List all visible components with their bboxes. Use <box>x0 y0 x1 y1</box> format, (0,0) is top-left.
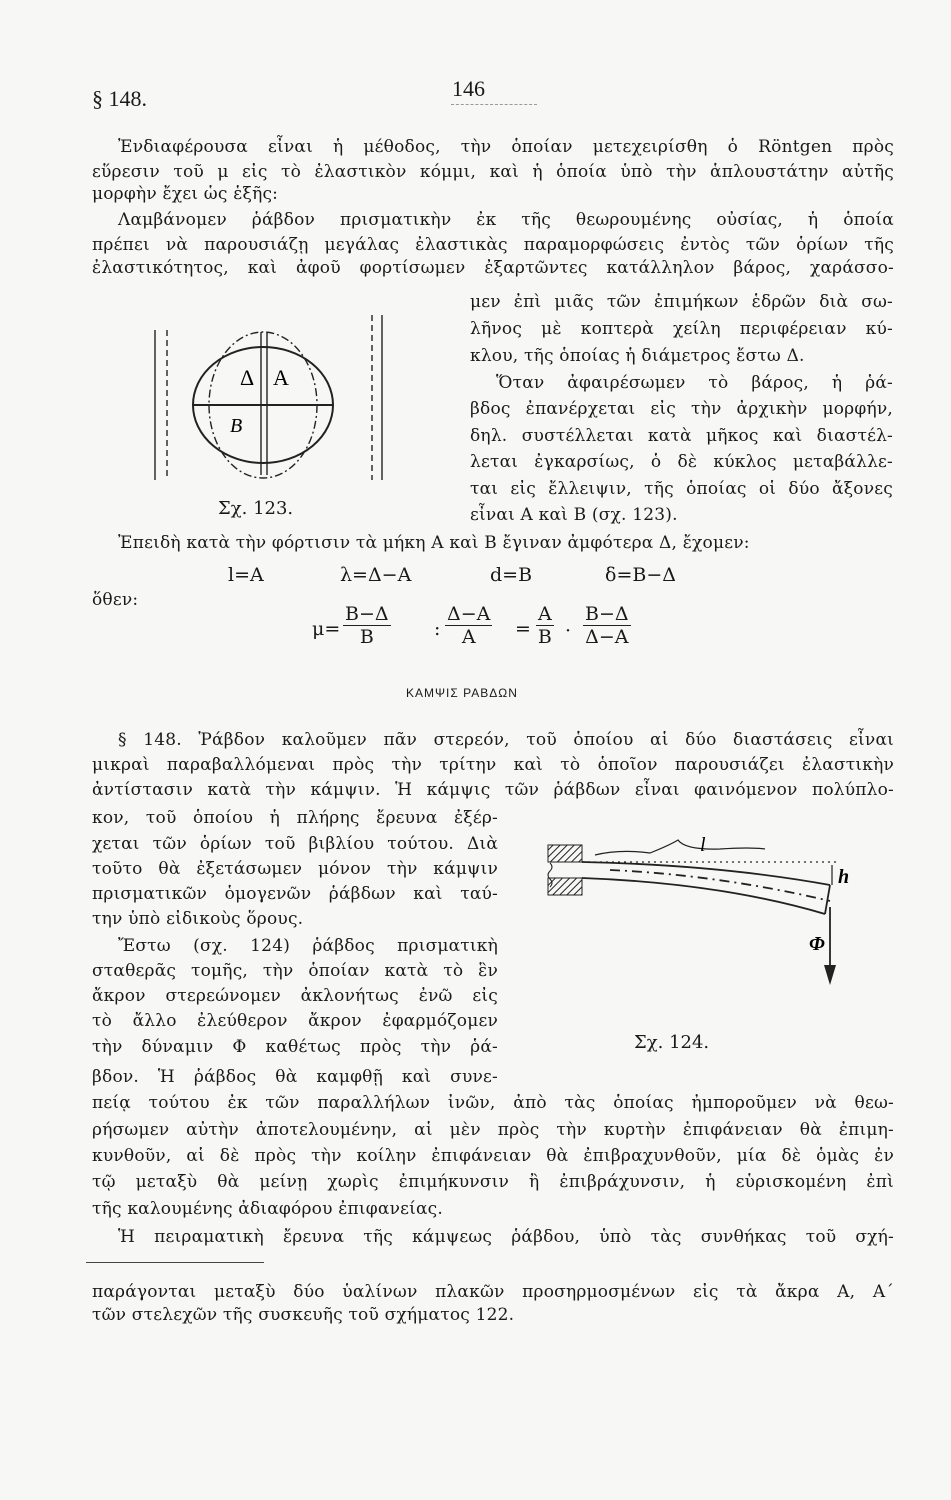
text-line: μορφὴν ἔχει ὡς ἑξῆς: <box>92 184 279 204</box>
equation-d: d=Β <box>490 564 533 586</box>
frac3-numerator: Α <box>538 603 552 625</box>
text-line: ἐλαστικότητος, καὶ ἀφοῦ φορτίσωμεν ἐξαρτῶντες κατάλληλον βάρος, χαράσσο- <box>92 258 894 278</box>
text-line: χεται τῶν ὁρίων τοῦ βιβλίου τούτου. Διὰ <box>92 834 498 854</box>
label-deflection-h: h <box>838 866 850 888</box>
text-line: Λαμβάνομεν ῥάβδον πρισματικὴν ἐκ τῆς θεωρουμένης οὐσίας, ἡ ὁποία <box>118 210 894 230</box>
footnote-rule <box>86 1262 264 1263</box>
equation-lambda: λ=Δ−Α <box>340 564 412 586</box>
figure-123-caption: Σχ. 123. <box>218 498 294 519</box>
section-number: § 148. <box>92 86 147 111</box>
text-line: δηλ. συστέλλεται κατὰ μῆκος καὶ διαστέλ- <box>470 426 893 446</box>
text-line: μεν ἐπὶ μιᾶς τῶν ἐπιμήκων ἑδρῶν διὰ σω- <box>470 292 893 312</box>
frac4-numerator: Β−Δ <box>585 603 629 625</box>
formula-mu-symbol: μ= <box>312 618 341 640</box>
frac3-denominator: Β <box>537 626 552 648</box>
figure-124-caption: Σχ. 124. <box>634 1032 710 1053</box>
text-line: ἄκρον στερεώνομεν ἀκλονήτως ἐνῶ εἰς <box>92 986 498 1006</box>
figure-123-ellipse-diagram <box>140 310 430 510</box>
text-line: ται εἰς ἔλλειψιν, τῆς ὁποίας οἱ δύο ἄξονες <box>470 479 893 499</box>
text-line: βδος ἐπανέρχεται εἰς τὴν ἀρχικὴν μορφήν, <box>470 399 893 419</box>
text-line: Ἐνδιαφέρουσα εἶναι ἡ μέθοδος, τὴν ὁποίαν μετεχειρίσθη ὁ Röntgen πρὸς <box>118 137 894 157</box>
label-force-phi: Φ <box>809 933 825 955</box>
frac1-denominator: Β <box>359 626 374 648</box>
text-line: ἀντίστασιν κατὰ τὴν κάμψιν. Ἡ κάμψις τῶν ῥάβδων εἶναι φαινόμενον πολύπλο- <box>92 780 894 800</box>
figure-124-cantilever-beam <box>520 835 860 1015</box>
text-line: πρισματικῶν ὁμογενῶν ῥάβδων καὶ ταύ- <box>92 884 498 904</box>
text-line: παράγονται μεταξὺ δύο ὑαλίνων πλακῶν προσηρμοσμένων εἰς τὰ ἄκρα Α, Α΄ <box>92 1282 894 1302</box>
text-line: λῆνος μὲ κοπτερὰ χείλη περιφέρειαν κύ- <box>470 319 893 339</box>
frac1-numerator: Β−Δ <box>345 603 389 625</box>
text-line: τῷ μεταξὺ θὰ μείνῃ χωρὶς ἐπιμήκυνσιν ἢ ἐπιβράχυνσιν, ἡ εὑρισκομένη ἐπὶ <box>92 1172 894 1192</box>
formula-dot: · <box>565 620 572 642</box>
text-line: τὴν δύναμιν Φ καθέτως πρὸς τὴν ῥά- <box>92 1037 498 1057</box>
text-line: κον, τοῦ ὁποίου ἡ πλήρης ἔρευνα ἐξέρ- <box>92 808 498 828</box>
equation-l: l=Α <box>228 564 264 586</box>
page-number-underline <box>451 104 537 105</box>
formula-colon: : <box>434 618 441 640</box>
text-line: τῆς καλουμένης ἀδιαφόρου ἐπιφανείας. <box>92 1199 443 1219</box>
text-line: ρήσωμεν αὐτὴν ἀποτελουμένην, αἱ μὲν πρὸς τὴν κυρτὴν ἐπιφάνειαν θὰ ἐπιμη- <box>92 1120 894 1140</box>
frac4-denominator: Δ−Α <box>585 626 629 648</box>
formula-equals: = <box>515 618 531 640</box>
label-a: Α <box>273 365 289 390</box>
text-line: κλου, τῆς ὁποίας ἡ διάμετρος ἔστω Δ. <box>470 346 805 366</box>
text-line: τὸ ἄλλο ἐλεύθερον ἄκρον ἐφαρμόζομεν <box>92 1011 498 1031</box>
text-line: σταθερᾶς τομῆς, τὴν ὁποίαν κατὰ τὸ ἓν <box>92 961 498 981</box>
frac2-denominator: Α <box>461 626 476 648</box>
text-line: πείᾳ τούτου ἐκ τῶν παραλλήλων ἰνῶν, ἀπὸ τὰς ὁποίας ἠμποροῦμεν νὰ θεω- <box>92 1093 894 1113</box>
text-line: βδον. Ἡ ῥάβδος θὰ καμφθῇ καὶ συνε- <box>92 1067 498 1087</box>
text-line: κυνθοῦν, αἱ δὲ πρὸς τὴν κοίλην ἐπιφάνειαν θὰ ἐπιβραχυνθοῦν, μία δὲ ὁμὰς ἐν <box>92 1146 894 1166</box>
hence-label: ὅθεν: <box>92 590 139 610</box>
text-line: Ἡ πειραματικὴ ἔρευνα τῆς κάμψεως ῥάβδου, ὑπὸ τὰς συνθήκας τοῦ σχή- <box>118 1227 894 1247</box>
text-line: πρέπει νὰ παρουσιάζῃ μεγάλας ἐλαστικὰς παραμορφώσεις ἐντὸς τῶν ὁρίων τῆς <box>92 235 894 255</box>
page-number: 146 <box>452 76 485 101</box>
text-line: § 148. Ῥάβδον καλοῦμεν πᾶν στερεόν, τοῦ ὁποίου αἱ δύο διαστάσεις εἶναι <box>118 730 894 750</box>
label-b: Β <box>230 415 243 437</box>
equation-delta: δ=Β−Δ <box>605 564 676 586</box>
label-length-l: l <box>700 835 706 856</box>
label-delta: Δ <box>240 365 255 390</box>
paragraph-loading: Ἐπειδὴ κατὰ τὴν φόρτισιν τὰ μήκη Α καὶ Β ἔγιναν ἀμφότερα Δ, ἔχομεν: <box>118 533 750 553</box>
frac2-numerator: Δ−Α <box>447 603 491 625</box>
text-line: Ἔστω (σχ. 124) ῥάβδος πρισματικὴ <box>118 936 498 956</box>
text-line: την ὑπὸ εἰδικοὺς ὅρους. <box>92 909 304 929</box>
text-line: τῶν στελεχῶν τῆς συσκευῆς τοῦ σχήματος 122. <box>92 1305 515 1325</box>
text-line: λεται ἐγκαρσίως, ὁ δὲ κύκλος μεταβάλλε- <box>470 452 893 472</box>
section-title: ΚΑΜΨΙΣ ΡΑΒΔΩΝ <box>406 686 518 700</box>
text-line: μικραὶ παραβαλλόμεναι πρὸς τὴν τρίτην καὶ τὸ ὁποῖον παρουσιάζει ἐλαστικὴν <box>92 755 894 775</box>
text-line: Ὅταν ἀφαιρέσωμεν τὸ βάρος, ἡ ῥά- <box>496 373 893 393</box>
text-line: εὕρεσιν τοῦ μ εἰς τὸ ἐλαστικὸν κόμμι, καὶ ἡ ὁποία ὑπὸ τὴν ἁπλουστάτην αὐτῆς <box>92 162 894 182</box>
text-line: τοῦτο θὰ ἐξετάσωμεν μόνον τὴν κάμψιν <box>92 859 498 879</box>
text-line: εἶναι Α καὶ Β (σχ. 123). <box>470 505 678 525</box>
